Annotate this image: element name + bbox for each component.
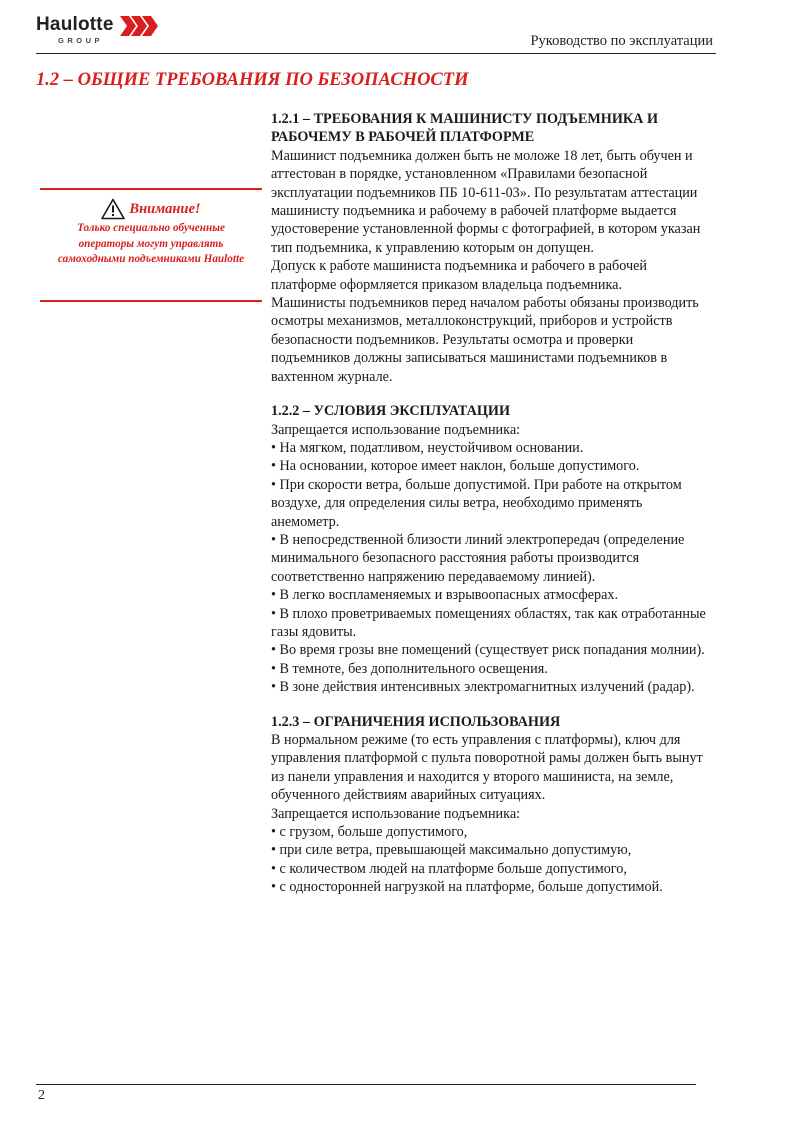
haulotte-logo xyxy=(36,14,166,48)
warning-text: Только специально обученные операторы могут управлять самоходными подъемниками Haulotte xyxy=(57,222,245,265)
list-item: • Во время грозы вне помещений (существует риск попадания молнии). xyxy=(271,642,705,659)
paragraph: В нормальном режиме (то есть управления с платформы), ключ для управления платформой с пульта поворотной рамы должен быть вынут из панели управления и находится у второго машиниста, на земле, обученного действиям аварийных ситуациях. xyxy=(271,732,703,804)
list-item: • При скорости ветра, больше допустимой. При работе на открытом воздухе, для определения силы ветра, необходимо применять анемометр. xyxy=(271,476,682,530)
logo-wordmark: Haulotte xyxy=(36,14,114,35)
paragraph: Машинисты подъемников перед началом работы обязаны производить осмотры механизмов, металлоконструкций, приборов и устройств безопасности подъемников. Результаты осмотра и проверки подъемников должны записываться машинистами подъемников в вахтенном журнале. xyxy=(271,295,699,385)
list-item: • В темноте, без дополнительного освещения. xyxy=(271,660,548,677)
list-item: • На основании, которое имеет наклон, больше допустимого. xyxy=(271,458,640,475)
list-item: • В плохо проветриваемых помещениях областях, так как отработанные газы ядовиты. xyxy=(271,605,706,640)
subsection-title: 1.2.3 – ОГРАНИЧЕНИЯ ИСПОЛЬЗОВАНИЯ xyxy=(271,713,561,730)
spacer xyxy=(271,697,711,713)
logo-chevrons-icon xyxy=(120,15,166,37)
logo-subtitle: GROUP xyxy=(58,36,104,45)
list-item: • В легко воспламеняемых и взрывоопасных атмосферах. xyxy=(271,587,619,604)
subsection-operating-conditions xyxy=(271,402,711,697)
paragraph: Машинист подъемника должен быть не моложе 18 лет, быть обучен и аттестован в порядке, установленном «Правилами безопасной эксплуатации подъемников ПБ 10-611-03». По результатам аттестации машинисту подъемника и рабочему в рабочей платформе выдается удостоверение установленной формы с фотографией, в котором указан тип подъемника, к управлению которым он допущен. xyxy=(271,147,701,256)
warning-heading xyxy=(40,198,262,220)
spacer xyxy=(271,386,711,402)
warning-bottom-rule xyxy=(40,300,262,302)
list-item: • В зоне действия интенсивных электромагнитных излучений (радар). xyxy=(271,679,695,696)
paragraph: Допуск к работе машиниста подъемника и рабочего в рабочей платформе оформляется приказом владельца подъемника. xyxy=(271,258,648,293)
list-item: • На мягком, податливом, неустойчивом основании. xyxy=(271,439,584,456)
page-number: 2 xyxy=(38,1088,45,1103)
header-divider xyxy=(36,53,716,54)
subsection-operator-requirements xyxy=(271,110,711,386)
document-title: Руководство по эксплуатации xyxy=(530,33,713,49)
list-item: • при силе ветра, превышающей максимально допустимую, xyxy=(271,842,632,859)
warning-title: Внимание! xyxy=(129,200,201,217)
section-title: 1.2 – ОБЩИЕ ТРЕБОВАНИЯ ПО БЕЗОПАСНОСТИ xyxy=(36,70,469,90)
list-item: • В непосредственной близости линий электропередач (определение минимального безопасного расстояния работы производится соответственно напряжению передаваемому линией). xyxy=(271,531,685,585)
main-content xyxy=(271,110,711,897)
warning-callout xyxy=(40,198,262,268)
paragraph: Запрещается использование подъемника: xyxy=(271,805,521,822)
list-item: • с грузом, больше допустимого, xyxy=(271,824,468,841)
paragraph: Запрещается использование подъемника: xyxy=(271,421,521,438)
footer-divider xyxy=(36,1084,696,1085)
warning-top-rule xyxy=(40,188,262,190)
subsection-usage-restrictions xyxy=(271,713,711,897)
list-item: • с односторонней нагрузкой на платформе, больше допустимой. xyxy=(271,879,663,896)
subsection-title: 1.2.2 – УСЛОВИЯ ЭКСПЛУАТАЦИИ xyxy=(271,403,510,420)
warning-triangle-icon xyxy=(101,198,125,220)
subsection-title: 1.2.1 – ТРЕБОВАНИЯ К МАШИНИСТУ ПОДЪЕМНИКА И РАБОЧЕМУ В РАБОЧЕЙ ПЛАТФОРМЕ xyxy=(271,111,658,146)
list-item: • с количеством людей на платформе больше допустимого, xyxy=(271,860,627,877)
